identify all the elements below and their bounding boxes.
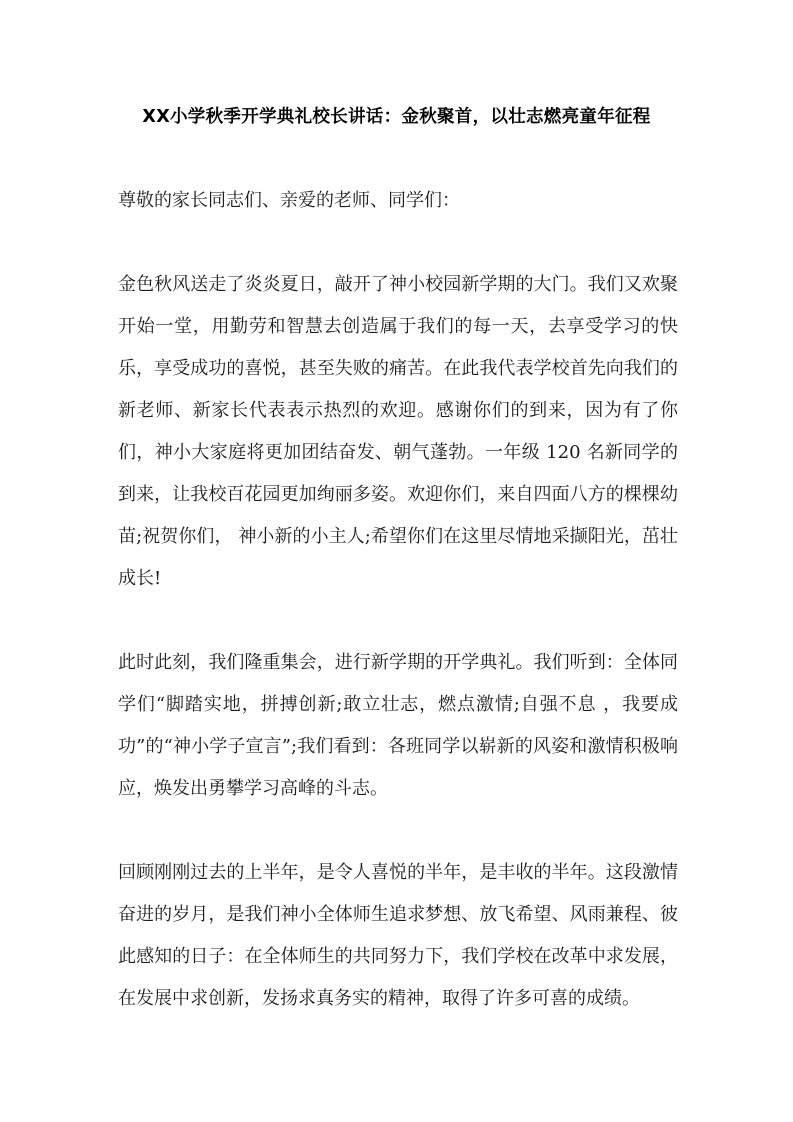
greeting: 尊敬的家长同志们、亲爱的老师、同学们： [118, 190, 460, 211]
paragraph-ceremony: 此时此刻，我们隆重集会，进行新学期的开学典礼。我们听到：全体同学们“脚踏实地，拼搏创新;敢立壮志，燃点激情;自强不息 ，我要成功”的“神小学子宣言”;我们看到：各班同学以崭新的风姿和激情积极响应，焕发出勇攀学习高峰的斗志。 [118, 652, 678, 799]
document-title: XX小学秋季开学典礼校长讲话：金秋聚首，以壮志燃亮童年征程 [142, 107, 651, 127]
paragraph-welcome: 金色秋风送走了炎炎夏日，敲开了神小校园新学期的大门。我们又欢聚开始一堂，用勤劳和智慧去创造属于我们的每一天，去享受学习的快乐，享受成功的喜悦，甚至失败的痛苦。在此我代表学校首先向我们的新老师、新家长代表表示热烈的欢迎。感谢你们的到来，因为有了你们，神小大家庭将更加团结奋发、朝气蓬勃。一年级 120 名新同学的到来，让我校百花园更加绚丽多姿。欢迎你们，来自四面八方的棵棵幼苗;祝贺你们， 神小新的小主人;希望你们在这里尽情地采撷阳光，茁壮成长! [118, 274, 678, 589]
paragraph-review: 回顾刚刚过去的上半年，是令人喜悦的半年，是丰收的半年。这段激情奋进的岁月，是我们神小全体师生追求梦想、放飞希望、风雨兼程、彼此感知的日子：在全体师生的共同努力下，我们学校在改革中求发展，在发展中求创新，发扬求真务实的精神，取得了许多可喜的成绩。 [118, 862, 678, 1009]
